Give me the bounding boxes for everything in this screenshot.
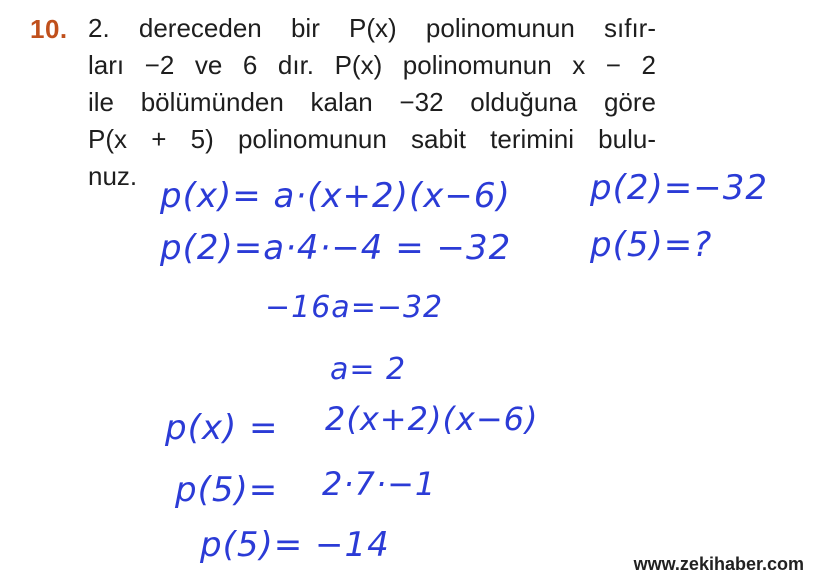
solution-line-3: −16a=−32 — [265, 290, 444, 325]
problem-line-3: ile bölümünden kalan −32 olduğuna göre — [88, 87, 656, 117]
solution-line-4: a= 2 — [330, 352, 407, 387]
solution-line-5-right: 2(x+2)(x−6) — [325, 400, 539, 438]
solution-given-1: p(2)=−32 — [590, 168, 768, 208]
solution-line-5-left: p(x) = — [165, 408, 279, 448]
problem-line-4: P(x + 5) polinomunun sabit terimini bulu- — [88, 124, 656, 154]
solution-line-6-right: 2·7·−1 — [322, 465, 437, 503]
problem-line-2: ları −2 ve 6 dır. P(x) polinomunun x − 2 — [88, 50, 656, 80]
problem-text — [88, 10, 656, 195]
solution-line-2: p(2)=a·4·−4 = −32 — [160, 228, 512, 268]
problem-number: 10. — [30, 14, 68, 44]
solution-line-6-left: p(5)= — [175, 470, 279, 510]
solution-line-7: p(5)= −14 — [200, 525, 390, 565]
solution-given-2: p(5)=? — [590, 225, 713, 265]
watermark: www.zekihaber.com — [633, 554, 804, 574]
problem-line-5: nuz. — [88, 161, 138, 191]
problem-line-1: 2. dereceden bir P(x) polinomunun sıfır- — [88, 13, 656, 43]
solution-line-1: p(x)= a·(x+2)(x−6) — [160, 176, 511, 216]
